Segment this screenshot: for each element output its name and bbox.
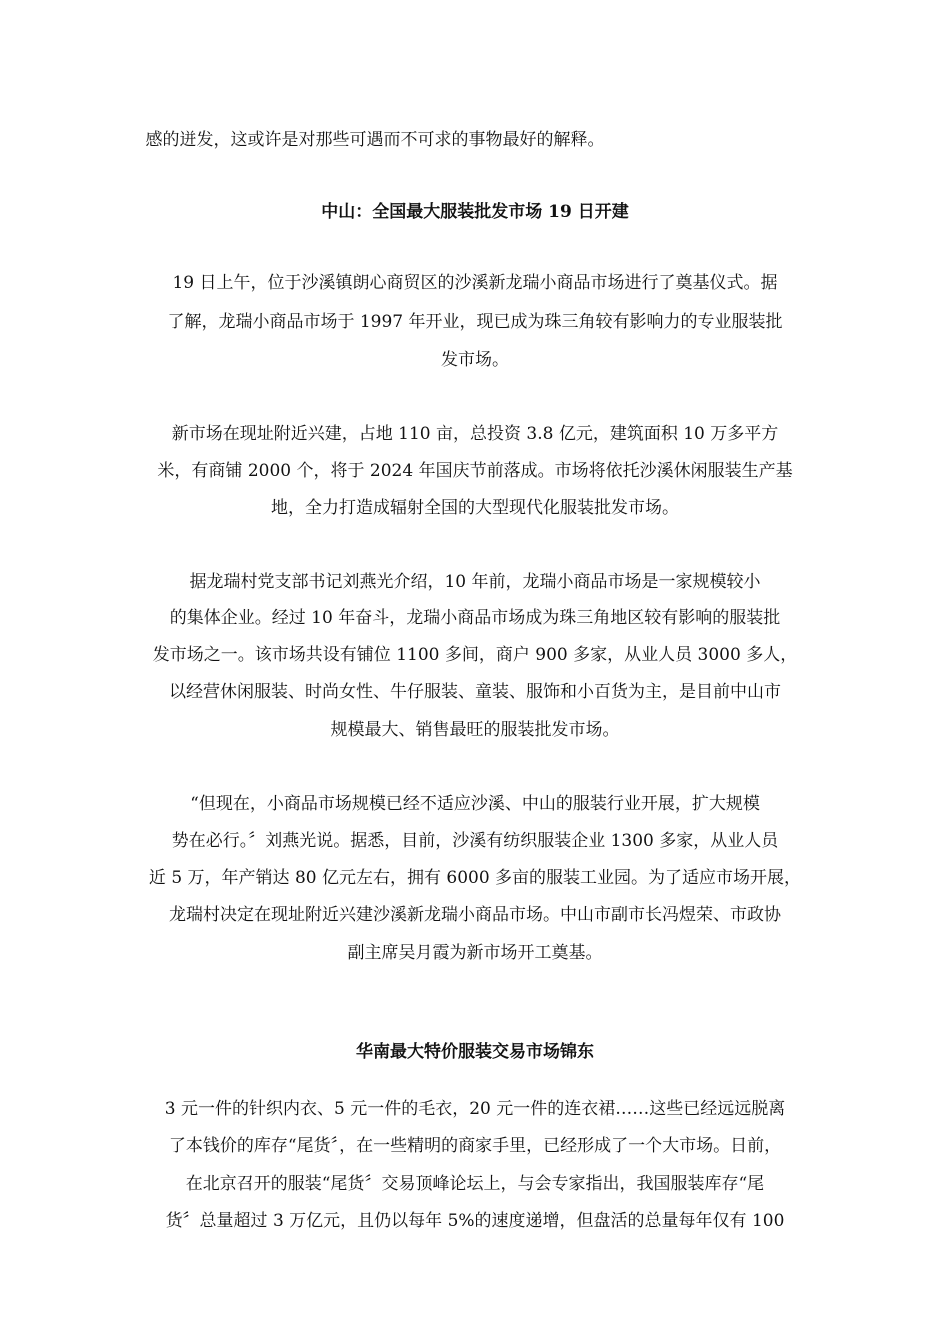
paragraph-line: 发市场之一。该市场共设有铺位 1100 多间，商户 900 多家，从业人员 3000 多人， [152,645,798,665]
paragraph-line: 了解，龙瑞小商品市场于 1997 年开业，现已成为珠三角较有影响力的专业服装批 [167,312,783,332]
paragraph-line: 发市场。 [441,350,509,370]
article-title: 华南最大特价服装交易市场锦东 [356,1042,594,1062]
paragraph-line: 近 5 万，年产销达 80 亿元左右，拥有 6000 多亩的服装工业园。为了适应市场开展， [148,868,802,888]
paragraph-line: 新市场在现址附近兴建，占地 110 亩，总投资 3.8 亿元，建筑面积 10 万多平方 [171,424,779,444]
article-title: 中山：全国最大服装批发市场 19 日开建 [321,202,629,222]
paragraph-line: 以经营休闲服装、时尚女性、牛仔服装、童装、服饰和小百货为主，是目前中山市 [169,682,781,702]
paragraph-line: 19 日上午，位于沙溪镇朗心商贸区的沙溪新龙瑞小商品市场进行了奠基仪式。据 [172,273,778,293]
paragraph-line: 势在必行。〞刘燕光说。据悉，目前，沙溪有纺织服装企业 1300 多家，从业人员 [171,831,779,851]
paragraph-line: 地，全力打造成辐射全国的大型现代化服装批发市场。 [271,498,679,518]
paragraph-line: “但现在，小商品市场规模已经不适应沙溪、中山的服装行业开展，扩大规模 [190,794,760,814]
paragraph-line: 米，有商铺 2000 个，将于 2024 年国庆节前落成。市场将依托沙溪休闲服装生产基 [157,461,793,481]
intro-line: 感的迸发，这或许是对那些可遇而不可求的事物最好的解释。 [145,130,605,150]
paragraph-line: 规模最大、销售最旺的服装批发市场。 [330,720,620,740]
paragraph-line: 据龙瑞村党支部书记刘燕光介绍，10 年前，龙瑞小商品市场是一家规模较小 [189,572,761,592]
paragraph-line: 龙瑞村决定在现址附近兴建沙溪新龙瑞小商品市场。中山市副市长冯煜荣、市政协 [169,905,781,925]
paragraph-line: 货〞总量超过 3 万亿元，且仍以每年 5%的速度递增，但盘活的总量每年仅有 100 [165,1211,785,1231]
paragraph-line: 3 元一件的针织内衣、5 元一件的毛衣，20 元一件的连衣裙……这些已经远远脱离 [164,1099,786,1119]
paragraph-line: 的集体企业。经过 10 年奋斗，龙瑞小商品市场成为珠三角地区较有影响的服装批 [169,608,781,628]
paragraph-line: 副主席吴月霞为新市场开工奠基。 [347,943,603,963]
paragraph-line: 在北京召开的服装“尾货〞交易顶峰论坛上，与会专家指出，我国服装库存“尾 [185,1174,765,1194]
paragraph-line: 了本钱价的库存“尾货〞，在一些精明的商家手里，已经形成了一个大市场。日前， [168,1136,782,1156]
